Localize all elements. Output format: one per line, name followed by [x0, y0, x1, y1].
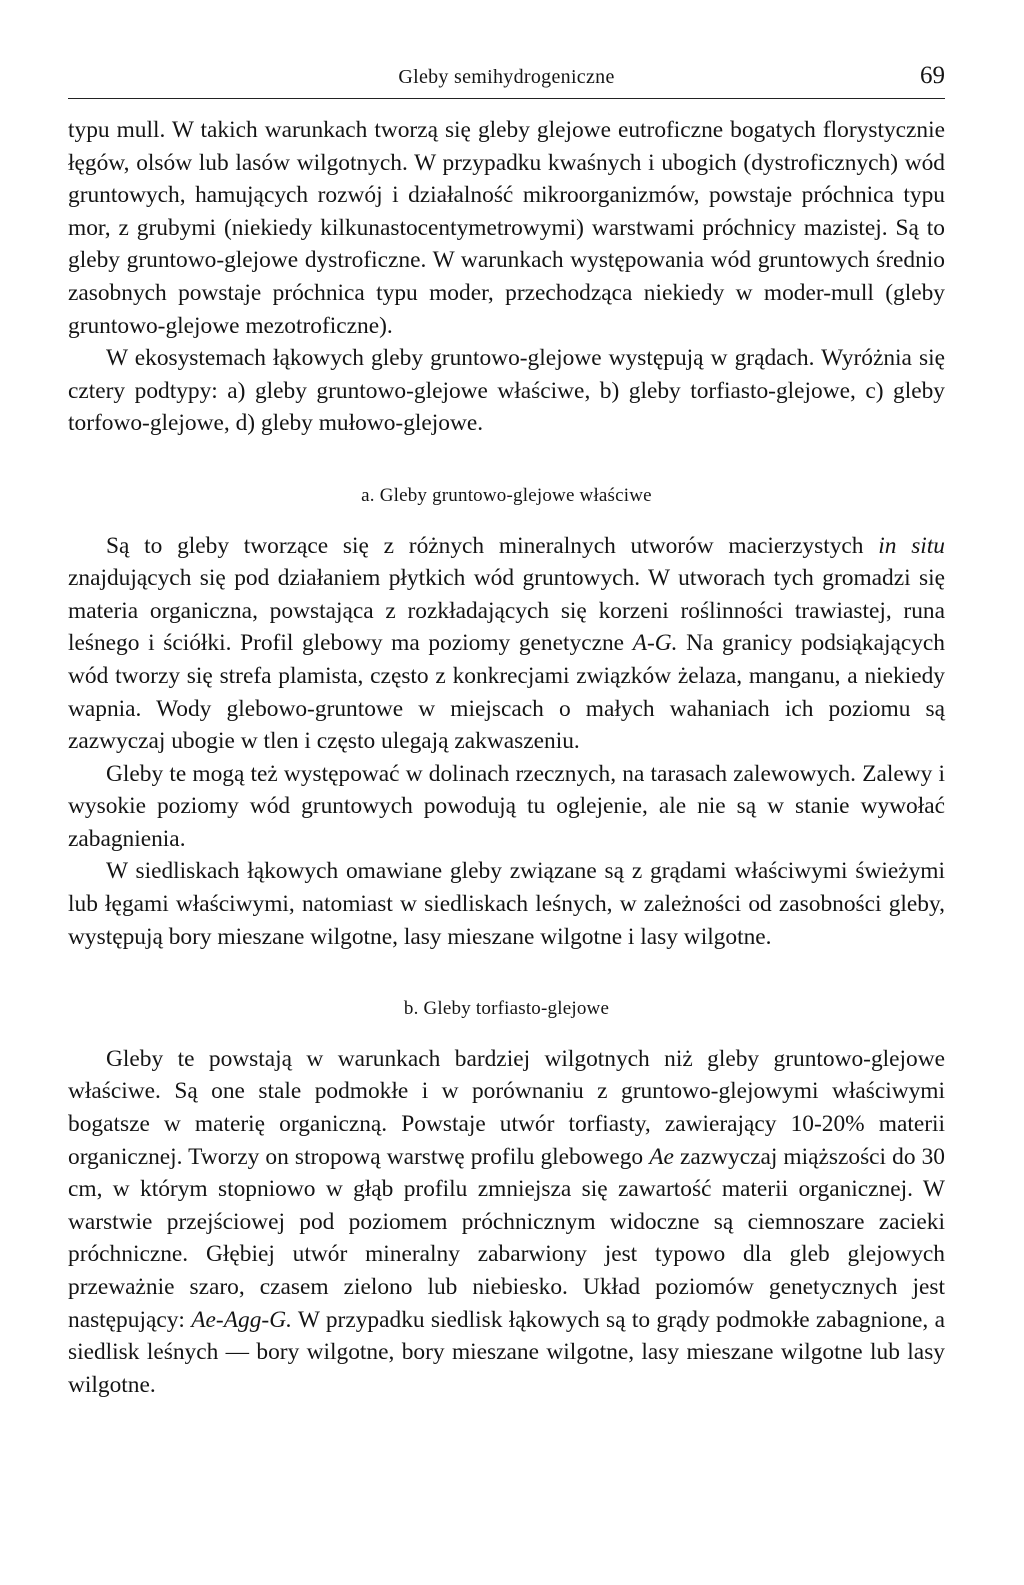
- intro-paragraph-1: typu mull. W takich warunkach tworzą się gleby glejowe eutroficzne bogatych florystycznie łęgów, olsów lub lasów wilgotnych. W przypadku kwaśnych i ubogich (dystroficznych) wód gruntowych, hamujących rozwój i działalność mikroorganizmów, powstaje próchnica typu mor, z grubymi (niekiedy kilkunastocentymetrowymi) warstwami próchnicy mazistej. Są to gleby gruntowo-glejowe dystroficzne. W warunkach występowania wód gruntowych średnio zasobnych powstaje próchnica typu moder, przechodząca niekiedy w moder-mull (gleby gruntowo-glejowe mezotroficzne).: [68, 117, 945, 339]
- section-a-heading: a. Gleby gruntowo-glejowe właściwe: [361, 484, 652, 506]
- body-text: [68, 114, 945, 1401]
- text-run: Są to gleby tworzące się z różnych mineralnych utworów macierzystych: [106, 532, 879, 559]
- text-run: Gleby te powstają w warunkach bardziej wilgotnych niż gleby gruntowo-glejowe właściwe. Są one stale podmokłe i w porównaniu z gruntowo-glejowymi właściwymi bogatsze w materię organiczną. Powstaje utwór torfiasty, zawierający 10-20% materii organicznej. Tworzy on stropową warstwę profilu glebowego: [68, 1045, 945, 1170]
- page-number: 69: [920, 62, 945, 89]
- section-a-paragraph-1: [68, 530, 945, 758]
- text-run: W przypadku siedlisk łąkowych są to grądy podmokłe zabagnione, a siedlisk leśnych — bory wilgotne, bory mieszane wilgotne, lasy mieszane wilgotne lub lasy wilgotne.: [68, 1306, 945, 1398]
- section-a-paragraph-3: W siedliskach łąkowych omawiane gleby związane są z grądami właściwymi świeżymi lub łęgami właściwymi, natomiast w siedliskach leśnych, w zależności od zasobności gleby, występują bory mieszane wilgotne, lasy mieszane wilgotne i lasy wilgotne.: [68, 858, 945, 950]
- italic-term: A-G.: [632, 630, 678, 657]
- text-run: znajdujących się pod działaniem płytkich wód gruntowych. W utworach tych gromadzi się materia organiczna, powstająca z rozkładających się korzeni roślinności trawiastej, runa leśnego i ściółki. Profil glebowy ma poziomy genetyczne: [68, 565, 945, 657]
- italic-term: in situ: [878, 532, 946, 559]
- italic-term: Ae-Agg-G.: [191, 1306, 292, 1333]
- page-header: [68, 62, 945, 99]
- section-b-heading: b. Gleby torfiasto-glejowe: [403, 998, 610, 1020]
- intro-paragraph-2: W ekosystemach łąkowych gleby gruntowo-glejowe występują w grądach. Wyróżnia się cztery podtypy: a) gleby gruntowo-glejowe właściwe, b) gleby torfiasto-glejowe, c) gleby torfowo-glejowe, d) gleby mułowo-glejowe.: [68, 345, 945, 437]
- text-run: zazwyczaj miąższości do 30 cm, w którym stopniowo w głąb profilu zmniejsza się zawartość materii organicznej. W warstwie przejściowej pod poziomem próchnicznym widoczne są ciemnoszare zacieki próchniczne. Głębiej utwór mineralny zabarwiony jest typowo dla gleb glejowych przeważnie szaro, czasem zielono lub niebiesko. Układ poziomów genetycznych jest następujący:: [68, 1143, 946, 1333]
- section-b-paragraph-1: [68, 1043, 945, 1402]
- text-run: Na granicy podsiąkających wód tworzy się strefa plamista, często z konkrecjami związków żelaza, manganu, a niekiedy wapnia. Wody glebowo-gruntowe w miejscach o małych wahaniach ich poziomu są zazwyczaj ubogie w tlen i często ulegają zakwaszeniu.: [68, 630, 946, 755]
- italic-term: Ae: [649, 1143, 674, 1170]
- section-a-paragraph-2: Gleby te mogą też występować w dolinach rzecznych, na tarasach zalewowych. Zalewy i wysokie poziomy wód gruntowych powodują tu oglejenie, ale nie są w stanie wywołać zabagnienia.: [68, 760, 945, 852]
- running-title: Gleby semihydrogeniczne: [398, 66, 615, 88]
